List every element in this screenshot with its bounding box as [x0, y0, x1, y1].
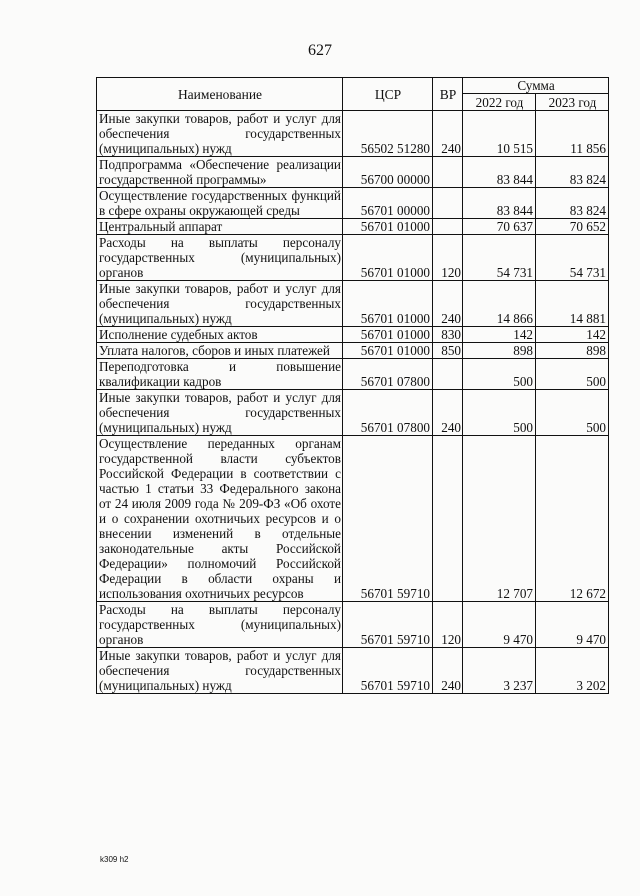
cell-name: Расходы на выплаты персоналу государственных (муниципальных) органов: [97, 235, 343, 281]
cell-csr: 56701 01000: [343, 219, 433, 235]
cell-2023: 70 652: [536, 219, 609, 235]
cell-2022: 83 844: [463, 188, 536, 219]
cell-2022: 9 470: [463, 602, 536, 648]
cell-name: Переподготовка и повышение квалификации кадров: [97, 359, 343, 390]
header-sum: Сумма: [463, 78, 609, 94]
cell-csr: 56701 59710: [343, 602, 433, 648]
cell-2023: 12 672: [536, 436, 609, 602]
cell-csr: 56701 59710: [343, 436, 433, 602]
cell-vr: 240: [433, 281, 463, 327]
cell-name: Иные закупки товаров, работ и услуг для обеспечения государственных (муниципальных) нужд: [97, 111, 343, 157]
table-row: [97, 188, 609, 219]
cell-csr: 56700 00000: [343, 157, 433, 188]
cell-2022: 70 637: [463, 219, 536, 235]
cell-csr: 56701 59710: [343, 648, 433, 694]
cell-2023: 3 202: [536, 648, 609, 694]
table-header: [97, 78, 609, 111]
cell-csr: 56701 07800: [343, 390, 433, 436]
budget-table: [96, 77, 609, 694]
cell-csr: 56701 07800: [343, 359, 433, 390]
cell-name: Осуществление переданных органам государственной власти субъектов Российской Федерации в соответствии с частью 1 статьи 33 Федерального закона от 24 июля 2009 года № 209-ФЗ «Об охоте и о сохранении охотничьих ресурсов и о внесении изменений в отдельные законодательные акты Российской Федерации» полномочий Российской Федерации в области охраны и использования охотничьих ресурсов: [97, 436, 343, 602]
cell-2022: 142: [463, 327, 536, 343]
cell-2022: 12 707: [463, 436, 536, 602]
cell-2022: 10 515: [463, 111, 536, 157]
header-year-2022: 2022 год: [463, 94, 536, 111]
header-year-2023: 2023 год: [536, 94, 609, 111]
cell-vr: [433, 436, 463, 602]
cell-2023: 898: [536, 343, 609, 359]
cell-name: Иные закупки товаров, работ и услуг для обеспечения государственных (муниципальных) нужд: [97, 281, 343, 327]
page-number: 627: [308, 42, 332, 59]
table-row: [97, 281, 609, 327]
cell-vr: 850: [433, 343, 463, 359]
cell-vr: [433, 359, 463, 390]
cell-csr: 56701 01000: [343, 281, 433, 327]
cell-vr: 120: [433, 602, 463, 648]
cell-vr: 120: [433, 235, 463, 281]
cell-vr: 240: [433, 111, 463, 157]
cell-name: Уплата налогов, сборов и иных платежей: [97, 343, 343, 359]
cell-2023: 9 470: [536, 602, 609, 648]
header-csr: ЦСР: [343, 78, 433, 111]
cell-vr: [433, 157, 463, 188]
cell-2023: 142: [536, 327, 609, 343]
cell-vr: 240: [433, 390, 463, 436]
cell-2022: 500: [463, 359, 536, 390]
table-body: [97, 111, 609, 694]
cell-2022: 898: [463, 343, 536, 359]
cell-name: Исполнение судебных актов: [97, 327, 343, 343]
table-row: [97, 327, 609, 343]
cell-vr: [433, 188, 463, 219]
table-row: [97, 157, 609, 188]
cell-2022: 3 237: [463, 648, 536, 694]
cell-2022: 54 731: [463, 235, 536, 281]
cell-name: Иные закупки товаров, работ и услуг для обеспечения государственных (муниципальных) нужд: [97, 648, 343, 694]
header-name: Наименование: [97, 78, 343, 111]
table-row: [97, 436, 609, 602]
cell-2023: 54 731: [536, 235, 609, 281]
cell-name: Подпрограмма «Обеспечение реализации государственной программы»: [97, 157, 343, 188]
cell-csr: 56701 01000: [343, 235, 433, 281]
cell-2023: 11 856: [536, 111, 609, 157]
cell-vr: 830: [433, 327, 463, 343]
cell-vr: [433, 219, 463, 235]
cell-name: Расходы на выплаты персоналу государственных (муниципальных) органов: [97, 602, 343, 648]
table-row: [97, 343, 609, 359]
table-row: [97, 390, 609, 436]
header-vr: ВР: [433, 78, 463, 111]
cell-csr: 56701 01000: [343, 343, 433, 359]
cell-name: Осуществление государственных функций в сфере охраны окружающей среды: [97, 188, 343, 219]
cell-vr: 240: [433, 648, 463, 694]
table-row: [97, 219, 609, 235]
cell-name: Центральный аппарат: [97, 219, 343, 235]
cell-2022: 14 866: [463, 281, 536, 327]
table-row: [97, 111, 609, 157]
table-row: [97, 602, 609, 648]
cell-2023: 83 824: [536, 188, 609, 219]
cell-2023: 14 881: [536, 281, 609, 327]
cell-csr: 56701 01000: [343, 327, 433, 343]
table-row: [97, 359, 609, 390]
cell-2023: 500: [536, 390, 609, 436]
cell-name: Иные закупки товаров, работ и услуг для обеспечения государственных (муниципальных) нужд: [97, 390, 343, 436]
cell-csr: 56701 00000: [343, 188, 433, 219]
cell-2023: 500: [536, 359, 609, 390]
table-row: [97, 235, 609, 281]
table-row: [97, 648, 609, 694]
cell-2022: 83 844: [463, 157, 536, 188]
cell-2023: 83 824: [536, 157, 609, 188]
cell-2022: 500: [463, 390, 536, 436]
cell-csr: 56502 51280: [343, 111, 433, 157]
footer-code: k309 h2: [100, 855, 129, 864]
